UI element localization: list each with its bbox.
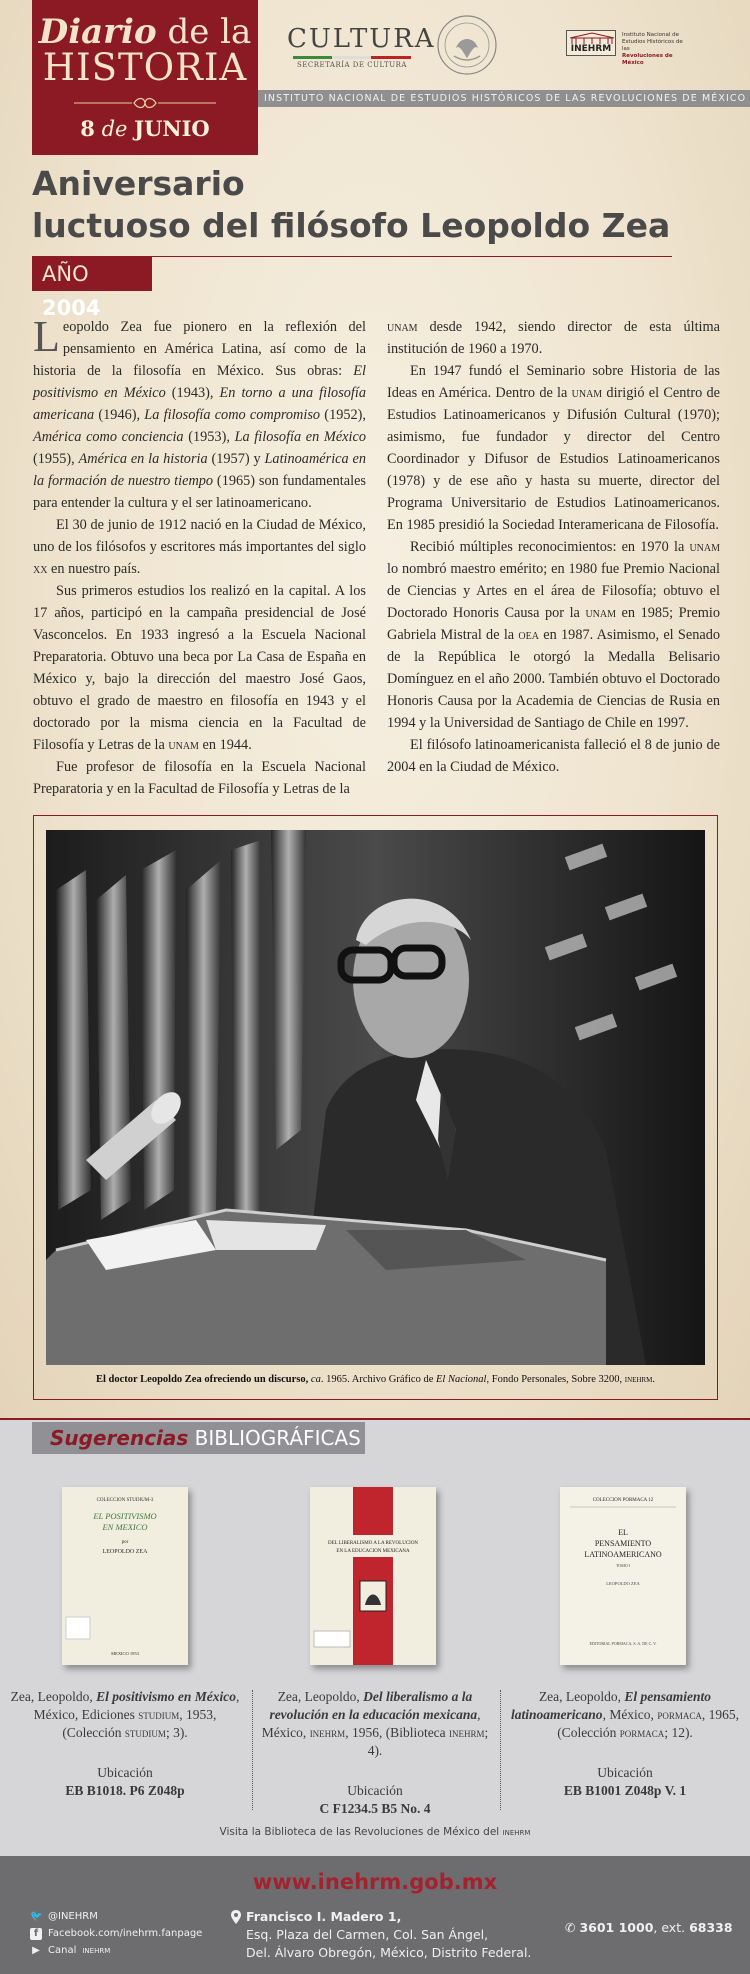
divider [500, 1690, 501, 1810]
youtube-icon: ▶ [32, 1944, 40, 1956]
paragraph: Recibió múltiples reconocimientos: en 1970 la unam lo nombró maestro emérito; en 1980 fue Premio Nacional de Ciencias y Artes en el área de Filosofía; obtuvo el Doctorado Honoris Causa por la unam en 1985; Premio Gabriela Mistral de la oea en 1987. Asimismo, el Senado de la República le otorgó la Medalla Belisario Domínguez en el año 2000. También obtuvo el Doctorado Honoris Causa por la Academia de Ciencias de Rusia en 1994 y la Universidad de Santiago de Chile en 1997. [387, 539, 720, 731]
diario-brand-block [32, 0, 258, 155]
cultura-logo: CULTURA SECRETARÍA DE CULTURA [287, 24, 436, 69]
brand-line-1: Diario de la [38, 12, 252, 52]
article-column-1 [33, 312, 367, 800]
svg-text:LEOPOLDO ZEA: LEOPOLDO ZEA [102, 1549, 148, 1555]
phone-icon: ✆ [565, 1920, 580, 1935]
article-column-2 [387, 316, 720, 778]
svg-text:EL POSITIVISMO: EL POSITIVISMO [93, 1511, 157, 1521]
book-cover-positivismo [62, 1487, 188, 1665]
svg-text:EN MEXICO: EN MEXICO [102, 1522, 148, 1532]
divider [252, 1690, 253, 1810]
book-entry: Zea, Leopoldo, Del liberalismo a la revolución en la educación mexicana, México, inehrm, 1956, (Biblioteca inehrm; 4). Ubicación C F1234.5 B5 No. 4 [261, 1689, 489, 1816]
book-entry: Zea, Leopoldo, El positivismo en México, México, Ediciones studium, 1953, (Colección studium; 3). Ubicación EB B1018. P6 Z048p [10, 1689, 240, 1798]
paragraph: Leopoldo Zea fue pionero en la reflexión del pensamiento en América Latina, así como de la historia de la filosofía en México. Sus obras: El positivismo en México (1943), En torno a una filosofía americana (1946), La filosofía como compromiso (1952), América como conciencia (1953), La filosofía en México (1955), América en la historia (1957) y Latinoamérica en la formación de nuestro tiempo (1965) son fundamentales para entender la cultura y el ser latinoamericano. [33, 312, 367, 511]
svg-text:EL: EL [618, 1528, 628, 1537]
svg-text:PENSAMIENTO: PENSAMIENTO [594, 1539, 652, 1548]
mexico-seal-icon [436, 14, 498, 76]
brand-line-2: HISTORIA [42, 46, 248, 89]
year-badge: AÑO 2004 [32, 257, 152, 291]
location-pin-icon [230, 1910, 242, 1924]
paragraph: En 1947 fundó el Seminario sobre Historia de las Ideas en América. Dentro de la unam dirigió el Centro de Estudios Latinoamericanos y Difusión Cultural (1970); asimismo, fue fundador y director del Centro Coordinador y Difusor de Estudios Latinoamericanos (1978) y de ese año y hasta su muerte, director del Programa Universitario de Estudios Latinoamericanos. En 1985 presidió la Sociedad Interamericana de Filosofía. [387, 363, 720, 533]
page-title: Aniversario luctuoso del filósofo Leopoldo Zea [32, 164, 671, 245]
footer [0, 1856, 750, 1974]
brand-date: 8 de JUNIO [80, 116, 210, 141]
twitter-link[interactable]: 🐦 @INEHRM [30, 1910, 98, 1922]
address: Francisco I. Madero 1, Esq. Plaza del Carmen, Col. San Ángel, Del. Álvaro Obregón, México, Distrito Federal. [246, 1908, 531, 1962]
institute-bar: INSTITUTO NACIONAL DE ESTUDIOS HISTÓRICOS DE LAS REVOLUCIONES DE MÉXICO [258, 90, 750, 107]
phone[interactable]: ✆ 3601 1000, ext. 68338 [565, 1920, 733, 1935]
svg-text:COLECCION PORMACA 12: COLECCION PORMACA 12 [592, 1498, 654, 1503]
inehrm-logo: INEHRM Instituto Nacional de Estudios Históricos de las Revoluciones de México [566, 30, 686, 62]
book-cover-pensamiento [560, 1487, 686, 1665]
svg-text:DEL LIBERALISMO A LA REVOLUCIO: DEL LIBERALISMO A LA REVOLUCION [327, 1541, 419, 1546]
photo-caption: El doctor Leopoldo Zea ofreciendo un discurso, ca. 1965. Archivo Gráfico de El Nacional, Fondo Personales, Sobre 3200, inehrm. [96, 1374, 655, 1385]
twitter-icon: 🐦 [30, 1910, 43, 1922]
youtube-link[interactable]: ▶ Canal inehrm [30, 1942, 202, 1959]
paragraph: El 30 de junio de 1912 nació en la Ciudad de México, uno de los filósofos y escritores más importantes del siglo xx en nuestro país. [33, 517, 366, 577]
photo-frame [33, 815, 718, 1400]
paragraph: El filósofo latinoamericanista falleció el 8 de junio de 2004 en la Ciudad de México. [387, 737, 720, 775]
sugerencias-title: Sugerencias BIBLIOGRÁFICAS [32, 1422, 365, 1454]
svg-text:EDITORIAL PORMACA, S. A. DE C.: EDITORIAL PORMACA, S. A. DE C. V. [589, 1641, 657, 1646]
visita-biblioteca-text: Visita la Biblioteca de las Revoluciones de México del inehrm [219, 1826, 531, 1838]
leopoldo-zea-photo [46, 830, 705, 1365]
facebook-icon: f [30, 1928, 42, 1940]
svg-text:LATINOAMERICANO: LATINOAMERICANO [584, 1550, 662, 1559]
facebook-link[interactable]: f Facebook.com/inehrm.fanpage [30, 1925, 202, 1942]
svg-text:TOMO I: TOMO I [615, 1563, 631, 1568]
paragraph: Fue profesor de filosofía en la Escuela Nacional Preparatoria y en la Facultad de Filosofía y Letras de la [33, 759, 366, 797]
paragraph: unam desde 1942, siendo director de esta última institución de 1960 a 1970. [387, 319, 720, 357]
paragraph: Sus primeros estudios los realizó en la capital. A los 17 años, participó en la campaña presidencial de José Vasconcelos. En 1933 ingresó a la Escuela Nacional Preparatoria. Obtuvo una beca por La Casa de España en México y, bajo la dirección del maestro José Gaos, obtuvo el grado de maestro en filosofía en 1943 y el doctorado por la misma ciencia en la Facultad de Filosofía y Letras de la unam en 1944. [33, 583, 366, 753]
svg-text:MEXICO 1953: MEXICO 1953 [111, 1651, 139, 1656]
ornament-icon [72, 96, 218, 110]
svg-text:LEOPOLDO ZEA: LEOPOLDO ZEA [606, 1581, 640, 1586]
svg-text:COLECCION STUDIUM-3: COLECCION STUDIUM-3 [96, 1498, 154, 1503]
website-link[interactable]: www.inehrm.gob.mx [252, 1870, 498, 1894]
svg-text:por: por [121, 1540, 129, 1545]
book-cover-liberalismo [310, 1487, 436, 1665]
social-links [30, 1908, 202, 1959]
book-entry: Zea, Leopoldo, El pensamiento latinoamericano, México, pormaca, 1965, (Colección pormaca; 12). Ubicación EB B1001 Z048p V. 1 [511, 1689, 739, 1798]
svg-text:EN LA EDUCACION MEXICANA: EN LA EDUCACION MEXICANA [336, 1549, 410, 1554]
